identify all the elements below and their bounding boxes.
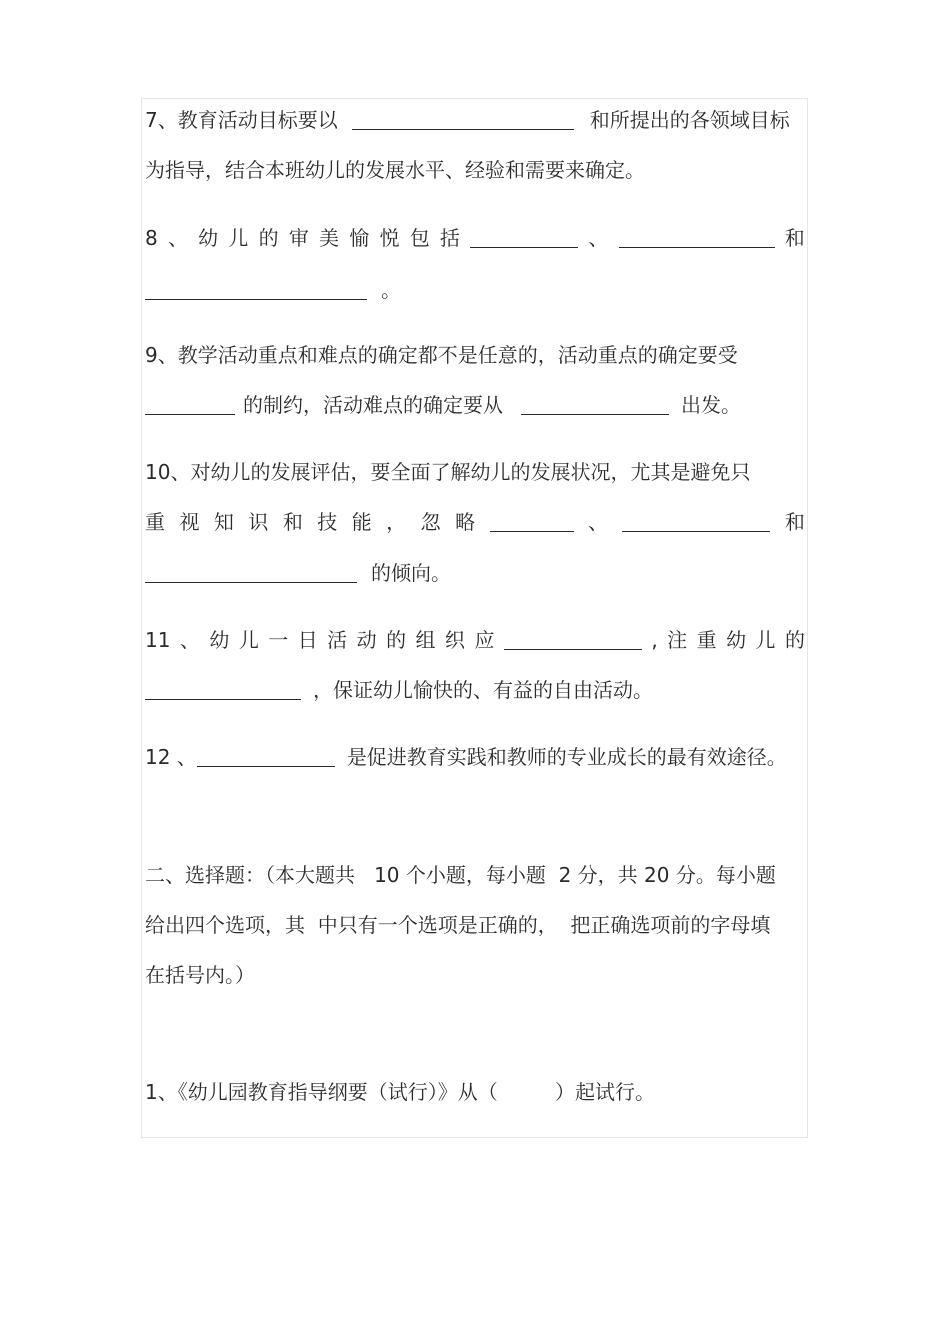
answer-blank[interactable]: [622, 513, 770, 532]
question-9-text-a: 9、教学活动重点和难点的确定都不是任意的，活动重点的确定要受: [145, 343, 738, 367]
section-2-heading-line-3: [145, 960, 805, 990]
q8-char: 的: [258, 226, 279, 250]
section-2-heading-line-2: [145, 910, 805, 940]
q11-char: 、: [179, 628, 200, 652]
q8-char: 悦: [379, 226, 400, 250]
q11-char: 11: [145, 628, 171, 652]
question-11-line-1: [145, 625, 805, 655]
question-10-text-b: 的倾向。: [371, 561, 451, 585]
q8-and: 和: [784, 226, 805, 250]
q10-char: 略: [455, 510, 476, 534]
answer-blank[interactable]: [352, 111, 574, 130]
q11-comma: ,: [651, 628, 658, 652]
question-7-line-2: [145, 155, 805, 185]
q11-char: 一: [268, 628, 289, 652]
q8-char: 幼: [198, 226, 219, 250]
q10-char: 重: [145, 510, 165, 534]
answer-blank[interactable]: [504, 631, 642, 650]
question-8-line-2: [145, 275, 805, 305]
question-9-text-c: 出发。: [681, 393, 741, 417]
q11-char: 应: [474, 628, 495, 652]
question-10-text-a: 10、对幼儿的发展评估，要全面了解幼儿的发展状况，尤其是避免只: [145, 460, 751, 484]
q11-char: 儿: [238, 628, 259, 652]
q8-char: 审: [288, 226, 309, 250]
question-7-line-1: [145, 105, 805, 135]
q10-char: 忽: [420, 510, 441, 534]
mc-question-1: [145, 1077, 805, 1107]
section-2-heading-line-1: [145, 860, 805, 890]
q10-char: 知: [213, 510, 234, 534]
answer-blank[interactable]: [521, 396, 669, 415]
q11-char: 活: [327, 628, 348, 652]
q11-char: 组: [415, 628, 436, 652]
question-10-line-1: [145, 457, 805, 487]
answer-blank[interactable]: [197, 748, 335, 767]
question-9-text-b: 的制约，活动难点的确定要从: [243, 393, 503, 417]
question-10-line-3: [145, 558, 805, 588]
question-12-prefix: 12 、: [145, 745, 197, 769]
q11-char: 儿: [755, 628, 776, 652]
answer-blank[interactable]: [490, 513, 574, 532]
question-7-text-c: 为指导，结合本班幼儿的发展水平、经验和需要来确定。: [145, 158, 645, 182]
q8-char: 美: [319, 226, 340, 250]
question-12-text: 是促进教育实践和教师的专业成长的最有效途径。: [346, 745, 787, 769]
q10-char: 识: [248, 510, 269, 534]
q11-char: 动: [356, 628, 377, 652]
section-2-text-c: 在括号内。）: [145, 963, 255, 987]
question-7-text-a: 7、教育活动目标要以: [145, 108, 338, 132]
q11-char: 幼: [209, 628, 230, 652]
q11-char: 重: [696, 628, 717, 652]
q8-end: 。: [381, 278, 401, 302]
q8-char: 儿: [228, 226, 249, 250]
q11-char: 的: [784, 628, 805, 652]
question-11-line-2: [145, 675, 805, 705]
q8-char: 8: [145, 226, 158, 250]
answer-blank[interactable]: [145, 681, 301, 700]
q10-char: 技: [317, 510, 338, 534]
q8-char: 括: [439, 226, 460, 250]
answer-blank[interactable]: [470, 229, 578, 248]
q8-char: 包: [409, 226, 430, 250]
q11-char: 注: [667, 628, 688, 652]
q8-separator: 、: [588, 226, 609, 250]
q10-and: 和: [784, 510, 805, 534]
question-9-line-1: [145, 340, 805, 370]
question-7-text-b: 和所提出的各领域目标: [589, 108, 790, 132]
question-10-line-2: [145, 507, 805, 537]
q11-char: 幼: [726, 628, 747, 652]
mc-question-1-text: 1、《幼儿园教育指导纲要（试行）》从（ ）起试行。: [145, 1080, 655, 1104]
answer-blank[interactable]: [619, 229, 775, 248]
question-9-line-2: [145, 390, 805, 420]
answer-blank[interactable]: [145, 396, 235, 415]
question-12-line: [145, 742, 805, 772]
q10-char: 视: [179, 510, 200, 534]
q11-char: 日: [297, 628, 318, 652]
answer-blank[interactable]: [145, 564, 357, 583]
q8-char: 、: [167, 226, 188, 250]
q8-char: 愉: [349, 226, 370, 250]
q10-char: 能: [351, 510, 372, 534]
question-11-text-b: ，保证幼儿愉快的、有益的自由活动。: [313, 678, 653, 702]
q11-char: 织: [444, 628, 465, 652]
section-2-text-b: 给出四个选项，其 中只有一个选项是正确的， 把正确选项前的字母填: [145, 913, 771, 937]
q10-separator: 、: [587, 510, 608, 534]
q10-char: ，: [386, 510, 407, 534]
q11-char: 的: [386, 628, 407, 652]
answer-blank[interactable]: [145, 281, 367, 300]
q10-char: 和: [282, 510, 303, 534]
section-2-text-a: 二、选择题：（本大题共 10 个小题，每小题 2 分，共 20 分。每小题: [145, 863, 776, 887]
question-8-line-1: [145, 223, 805, 253]
